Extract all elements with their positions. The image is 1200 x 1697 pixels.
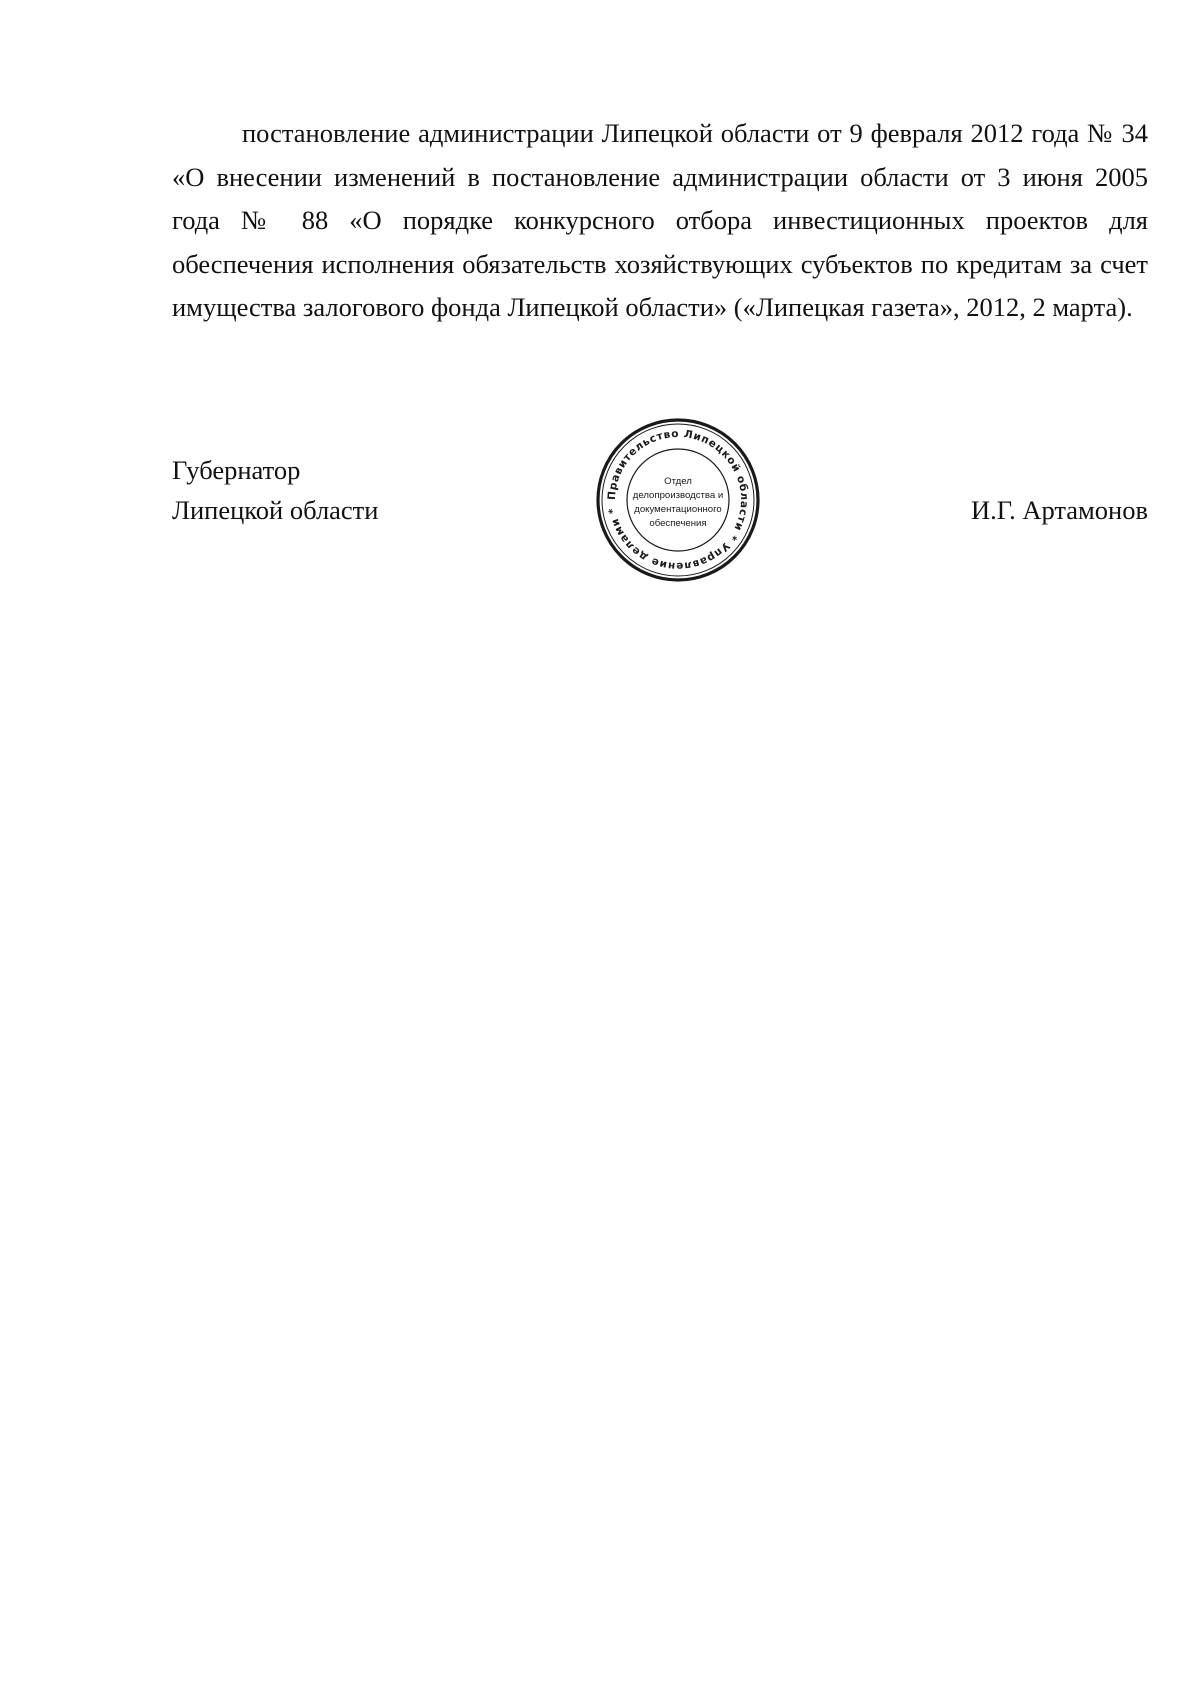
signer-title-line-2: Липецкой области [172,495,379,525]
document-paragraph: постановление администрации Липецкой области от 9 февраля 2012 года № 34 «О внесении изменений в постановление администрации области от 3 июня 2005 года № 88 «О порядке конкурсного отбора инвестиционных проектов для обеспечения исполнения обязательств хозяйствующих субъектов по кредитам за счет имущества залогового фонда Липецкой области» («Липецкая газета», 2012, 2 марта). [172,118,1148,322]
stamp-ring-text: Правительство Липецкой области * Управление делами * [605,427,751,573]
stamp-graphic [590,412,766,588]
signer-name: И.Г. Артамонов [970,495,1148,525]
signer-title-line-1: Губернатор [172,455,301,485]
signer-title [172,450,378,530]
official-stamp [590,412,766,588]
stamp-center-line-4: обеспечения [649,518,707,529]
stamp-center-line-3: документационного [634,504,722,515]
stamp-center-line-2: делопроизводства и [632,490,724,501]
stamp-center-line-1: Отдел [664,476,692,487]
